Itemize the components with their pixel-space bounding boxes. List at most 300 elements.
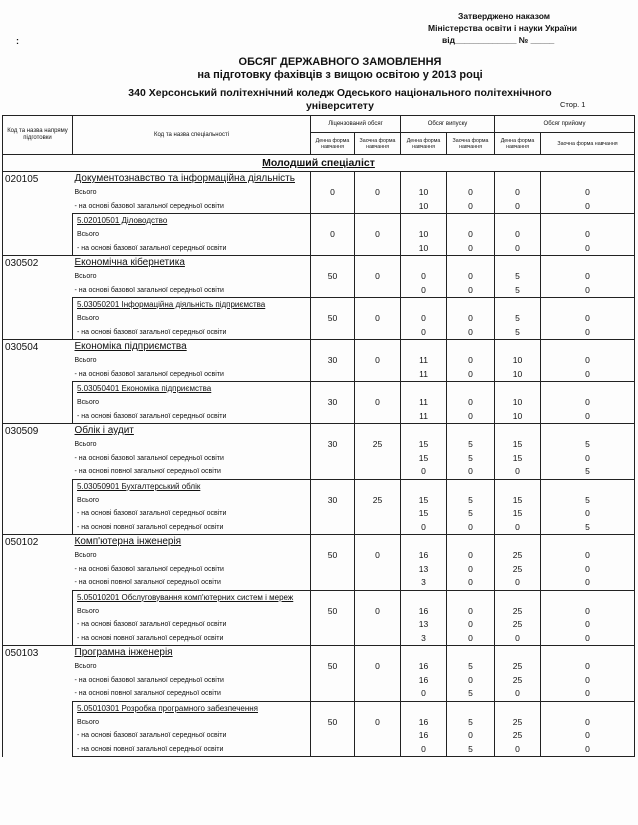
lic-value: 0	[330, 187, 335, 197]
specialty-name: 5.05010201 Обслуговування комп'ютерних систем і мереж	[77, 592, 294, 602]
value: 15	[418, 494, 429, 505]
value: 15	[512, 452, 523, 463]
row-label: - на основі базової загальної середньої освіти	[77, 621, 227, 628]
value: 0	[585, 661, 590, 671]
value: 0	[585, 452, 590, 463]
value: 5	[468, 452, 473, 463]
value-cell	[447, 256, 495, 298]
value: 0	[515, 632, 520, 643]
value-cell	[541, 424, 635, 480]
page-number: Стор. 1	[560, 100, 586, 109]
value: 0	[585, 619, 590, 629]
value: 10	[418, 229, 429, 239]
value-cell	[447, 535, 495, 591]
header-direction: Код та назва напряму підготовки	[3, 116, 73, 155]
value: 0	[421, 271, 426, 281]
value: 13	[418, 563, 429, 574]
blank-cell	[3, 214, 73, 256]
lic-value: 0	[375, 661, 380, 671]
value-cell	[541, 382, 635, 424]
lic-extramural-cell	[355, 340, 401, 382]
lic-day-cell	[311, 479, 355, 535]
direction-code: 050103	[3, 646, 73, 702]
value: 15	[418, 508, 429, 518]
value: 3	[421, 632, 426, 643]
value: 16	[418, 550, 429, 560]
direction-desc	[73, 646, 311, 702]
header-adm-day: Денна форма навчання	[495, 133, 541, 155]
value: 0	[468, 577, 473, 587]
value: 0	[585, 410, 590, 421]
row-label: - на основі повної загальної середньої освіти	[74, 690, 221, 697]
row-label: - на основі повної загальної середньої освіти	[74, 579, 221, 586]
value-cell	[447, 382, 495, 424]
value-cell	[401, 701, 447, 757]
row-label: - на основі базової загальної середньої освіти	[74, 202, 224, 210]
value: 0	[468, 674, 473, 685]
value: 5	[585, 466, 590, 476]
specialty-desc	[73, 382, 311, 424]
value-cell	[401, 172, 447, 214]
value-cell	[401, 424, 447, 480]
value: 16	[418, 730, 429, 740]
value: 10	[512, 355, 523, 365]
value: 25	[512, 619, 523, 629]
value: 0	[585, 271, 590, 281]
value: 0	[468, 397, 473, 407]
header-graduation: Обсяг випуску	[401, 116, 495, 133]
value: 0	[421, 326, 426, 337]
table-body	[3, 155, 635, 757]
specialty-desc	[73, 214, 311, 256]
value: 10	[418, 187, 429, 197]
value: 5	[468, 716, 473, 727]
specialty-desc	[73, 479, 311, 535]
value-cell	[447, 424, 495, 480]
value-cell	[541, 590, 635, 646]
row-label: Всього	[77, 399, 100, 406]
value: 0	[468, 271, 473, 281]
lic-value: 0	[375, 271, 380, 281]
value: 0	[421, 284, 426, 295]
value-cell	[447, 701, 495, 757]
value: 0	[468, 242, 473, 253]
specialty-desc	[73, 590, 311, 646]
value: 10	[512, 368, 523, 379]
blank-cell	[3, 590, 73, 646]
value: 5	[585, 521, 590, 532]
value: 5	[515, 271, 520, 281]
header-licensed: Ліцензований обсяг	[311, 116, 401, 133]
value: 5	[468, 661, 473, 671]
value: 13	[418, 619, 429, 629]
value-cell	[401, 214, 447, 256]
value: 0	[515, 743, 520, 754]
value: 0	[468, 229, 473, 239]
blank-cell	[3, 382, 73, 424]
value: 15	[512, 494, 523, 505]
value: 3	[421, 577, 426, 587]
value-cell	[495, 256, 541, 298]
value: 16	[418, 661, 429, 671]
direction-row	[3, 646, 635, 702]
approval-stamp	[428, 10, 618, 46]
lic-value: 25	[372, 439, 383, 449]
lic-day-cell	[311, 701, 355, 757]
value: 15	[512, 439, 523, 449]
value-cell	[447, 298, 495, 340]
row-label: Всього	[74, 357, 97, 364]
row-label: Всього	[74, 189, 97, 196]
row-label: Всього	[74, 273, 97, 280]
direction-name: Економіка підприємства	[74, 341, 187, 352]
row-label: Всього	[74, 441, 97, 448]
value-cell	[541, 256, 635, 298]
specialty-desc	[73, 298, 311, 340]
value: 0	[585, 229, 590, 239]
value: 10	[512, 410, 523, 421]
lic-day-cell	[311, 535, 355, 591]
direction-name: Програмна інженерія	[74, 647, 173, 658]
value: 0	[468, 619, 473, 629]
value: 10	[512, 397, 523, 407]
lic-day-cell	[311, 590, 355, 646]
approval-line-2: Міністерства освіти і науки України	[428, 23, 578, 33]
value: 0	[468, 355, 473, 365]
header-lic-day: Денна форма навчання	[311, 133, 355, 155]
value-cell	[495, 535, 541, 591]
row-label: - на основі повної загальної середньої освіти	[77, 634, 224, 642]
row-label: Всього	[74, 552, 97, 559]
value: 0	[585, 313, 590, 323]
value: 0	[515, 688, 520, 698]
value: 0	[468, 521, 473, 532]
header-adm-extramural: Заочна форма навчання	[541, 133, 635, 155]
value-cell	[495, 590, 541, 646]
lic-extramural-cell	[355, 479, 401, 535]
value: 5	[468, 439, 473, 449]
value-cell	[447, 646, 495, 702]
specialty-row	[3, 479, 635, 535]
lic-extramural-cell	[355, 298, 401, 340]
lic-extramural-cell	[355, 424, 401, 480]
direction-code: 020105	[3, 172, 73, 214]
value: 0	[585, 730, 590, 740]
lic-value: 0	[375, 605, 380, 616]
lic-value: 25	[372, 494, 383, 505]
value-cell	[447, 214, 495, 256]
value: 0	[585, 563, 590, 574]
value-cell	[401, 298, 447, 340]
row-label: Всього	[77, 607, 100, 615]
lic-value: 0	[375, 187, 380, 197]
approval-line-3: від_____________ № _____	[442, 35, 555, 45]
section-title: Молодший спеціаліст	[3, 155, 635, 172]
value: 25	[512, 605, 523, 616]
value: 0	[515, 466, 520, 476]
value: 25	[512, 563, 523, 574]
lic-extramural-cell	[355, 256, 401, 298]
direction-code: 030504	[3, 340, 73, 382]
lic-value: 0	[375, 397, 380, 407]
value: 0	[468, 410, 473, 421]
value: 0	[468, 200, 473, 211]
lic-value: 50	[327, 661, 338, 671]
direction-desc	[73, 340, 311, 382]
row-label: - на основі базової загальної середньої освіти	[74, 286, 224, 294]
doc-title-line-1: ОБСЯГ ДЕРЖАВНОГО ЗАМОВЛЕННЯ	[238, 56, 442, 68]
value: 11	[419, 355, 428, 365]
value: 0	[515, 242, 520, 253]
value-cell	[541, 701, 635, 757]
lic-day-cell	[311, 214, 355, 256]
value: 5	[468, 494, 473, 505]
value-cell	[495, 646, 541, 702]
direction-row	[3, 172, 635, 214]
value: 11	[419, 410, 428, 421]
margin-mark: :	[16, 36, 19, 46]
row-label: - на основі базової загальної середньої освіти	[74, 370, 224, 378]
value-cell	[447, 340, 495, 382]
value: 0	[515, 229, 520, 239]
value: 15	[418, 452, 429, 463]
value-cell	[447, 479, 495, 535]
value-cell	[541, 479, 635, 535]
value: 25	[512, 716, 523, 727]
lic-value: 30	[327, 397, 338, 407]
lic-value: 30	[327, 355, 338, 365]
blank-cell	[3, 701, 73, 757]
direction-desc	[73, 424, 311, 480]
value-cell	[541, 298, 635, 340]
lic-extramural-cell	[355, 172, 401, 214]
specialty-row	[3, 214, 635, 256]
value-cell	[541, 172, 635, 214]
header-admission: Обсяг прийому	[495, 116, 635, 133]
value: 0	[468, 730, 473, 740]
specialty-name: 5.03050901 Бухгалтерський облік	[77, 481, 201, 491]
header-grad-day: Денна форма навчання	[401, 133, 447, 155]
specialty-name: 5.03050201 Інформаційна діяльність підприємства	[77, 300, 266, 309]
value: 25	[512, 550, 523, 560]
lic-extramural-cell	[355, 701, 401, 757]
value-cell	[447, 590, 495, 646]
value: 0	[468, 550, 473, 560]
direction-code: 030502	[3, 256, 73, 298]
row-label: - на основі базової загальної середньої освіти	[77, 328, 227, 336]
value: 25	[512, 730, 523, 740]
value: 11	[419, 397, 428, 407]
specialty-name: 5.03050401 Економіка підприємства	[77, 384, 212, 393]
row-label: - на основі базової загальної середньої освіти	[74, 454, 224, 462]
lic-day-cell	[311, 424, 355, 480]
value-cell	[495, 340, 541, 382]
value: 0	[421, 466, 426, 476]
value: 15	[418, 439, 429, 449]
value: 5	[515, 313, 520, 323]
value-cell	[495, 298, 541, 340]
lic-value: 50	[327, 716, 338, 727]
row-label: - на основі повної загальної середньої освіти	[77, 523, 224, 531]
value: 0	[585, 674, 590, 685]
value: 25	[512, 674, 523, 685]
row-label: - на основі базової загальної середньої освіти	[74, 565, 224, 573]
value: 5	[515, 326, 520, 337]
specialty-row	[3, 298, 635, 340]
value: 10	[418, 200, 429, 211]
lic-value: 0	[375, 550, 380, 560]
direction-name: Документознавство та інформаційна діяльність	[74, 173, 295, 184]
value: 0	[468, 284, 473, 295]
specialty-row	[3, 590, 635, 646]
value: 10	[418, 242, 429, 253]
value: 0	[585, 550, 590, 560]
value: 0	[585, 368, 590, 379]
lic-value: 30	[327, 439, 338, 449]
value-cell	[401, 382, 447, 424]
lic-extramural-cell	[355, 590, 401, 646]
value-cell	[401, 590, 447, 646]
lic-value: 0	[375, 716, 380, 727]
blank-cell	[3, 479, 73, 535]
doc-title-line-3: 340 Херсонський політехнічний коледж Одеського національного політехнічного	[128, 87, 552, 99]
specialty-row	[3, 382, 635, 424]
lic-extramural-cell	[355, 382, 401, 424]
direction-name: Комп'ютерна інженерія	[74, 536, 182, 547]
lic-day-cell	[311, 298, 355, 340]
value: 0	[421, 743, 426, 754]
lic-day-cell	[311, 340, 355, 382]
value: 11	[419, 368, 428, 379]
value-cell	[495, 172, 541, 214]
lic-value: 50	[327, 313, 338, 323]
lic-extramural-cell	[355, 214, 401, 256]
value: 0	[585, 632, 590, 643]
header-lic-extramural: Заочна форма навчання	[355, 133, 401, 155]
value: 0	[515, 187, 520, 197]
lic-extramural-cell	[355, 535, 401, 591]
value: 0	[585, 284, 590, 295]
value: 0	[585, 242, 590, 253]
value: 0	[585, 716, 590, 727]
value: 16	[418, 716, 429, 727]
row-label: - на основі повної загальної середньої освіти	[77, 745, 224, 753]
value: 0	[421, 521, 426, 532]
value: 25	[512, 661, 523, 671]
row-label: Всього	[77, 315, 100, 322]
lic-day-cell	[311, 382, 355, 424]
value-cell	[495, 701, 541, 757]
value: 0	[468, 632, 473, 643]
specialty-name: 5.02010501 Діловодство	[77, 216, 168, 225]
lic-value: 0	[375, 355, 380, 365]
value: 0	[515, 200, 520, 211]
lic-value: 50	[327, 605, 338, 616]
value-cell	[447, 172, 495, 214]
header-grad-extramural: Заочна форма навчання	[447, 133, 495, 155]
lic-day-cell	[311, 646, 355, 702]
value-cell	[401, 340, 447, 382]
value: 5	[468, 688, 473, 698]
value-cell	[495, 382, 541, 424]
value: 0	[468, 605, 473, 616]
row-label: Всього	[74, 663, 97, 670]
value: 5	[585, 439, 590, 449]
value-cell	[541, 646, 635, 702]
value-cell	[495, 479, 541, 535]
value: 0	[468, 326, 473, 337]
lic-day-cell	[311, 256, 355, 298]
row-label: Всього	[77, 496, 100, 504]
value-cell	[495, 424, 541, 480]
approval-line-1: Затверджено наказом	[458, 11, 551, 21]
specialty-desc	[73, 701, 311, 757]
value: 0	[421, 313, 426, 323]
value: 0	[468, 563, 473, 574]
value: 0	[585, 187, 590, 197]
value: 0	[468, 313, 473, 323]
value: 0	[468, 466, 473, 476]
lic-value: 50	[327, 550, 338, 560]
value-cell	[541, 340, 635, 382]
row-label: - на основі базової загальної середньої освіти	[77, 412, 227, 420]
doc-title-line-4: університету	[305, 100, 375, 112]
direction-code: 030509	[3, 424, 73, 480]
value: 16	[418, 674, 429, 685]
lic-extramural-cell	[355, 646, 401, 702]
row-label: Всього	[77, 231, 100, 238]
direction-row	[3, 340, 635, 382]
direction-name: Економічна кібернетика	[74, 257, 185, 268]
value: 0	[468, 368, 473, 379]
lic-value: 0	[330, 229, 335, 239]
value: 0	[585, 688, 590, 698]
value-cell	[401, 256, 447, 298]
specialty-name: 5.05010301 Розробка програмного забезпечення	[77, 703, 259, 713]
value: 15	[512, 508, 523, 518]
value: 0	[585, 200, 590, 211]
value: 0	[585, 326, 590, 337]
doc-title-line-2: на підготовку фахівців з вищою освітою у 2013 році	[197, 69, 483, 81]
value: 5	[468, 743, 473, 754]
value: 0	[585, 605, 590, 616]
row-label: - на основі базової загальної середньої освіти	[77, 732, 227, 739]
value: 0	[585, 397, 590, 407]
header-specialty: Код та назва спеціальності	[73, 116, 311, 155]
value-cell	[541, 214, 635, 256]
row-label: - на основі базової загальної середньої освіти	[77, 510, 227, 517]
direction-row	[3, 256, 635, 298]
blank-cell	[3, 298, 73, 340]
direction-code: 050102	[3, 535, 73, 591]
lic-value: 30	[327, 494, 338, 505]
value: 0	[585, 743, 590, 754]
row-label: - на основі повної загальної середньої освіти	[74, 468, 221, 475]
value: 16	[418, 605, 429, 616]
value: 0	[421, 688, 426, 698]
value-cell	[401, 479, 447, 535]
lic-value: 50	[327, 271, 338, 281]
direction-desc	[73, 172, 311, 214]
value: 0	[585, 508, 590, 518]
value-cell	[401, 646, 447, 702]
row-label: - на основі базової загальної середньої освіти	[74, 676, 224, 684]
value: 0	[468, 187, 473, 197]
value: 0	[585, 577, 590, 587]
direction-row	[3, 424, 635, 480]
value: 0	[585, 355, 590, 365]
specialty-row	[3, 701, 635, 757]
